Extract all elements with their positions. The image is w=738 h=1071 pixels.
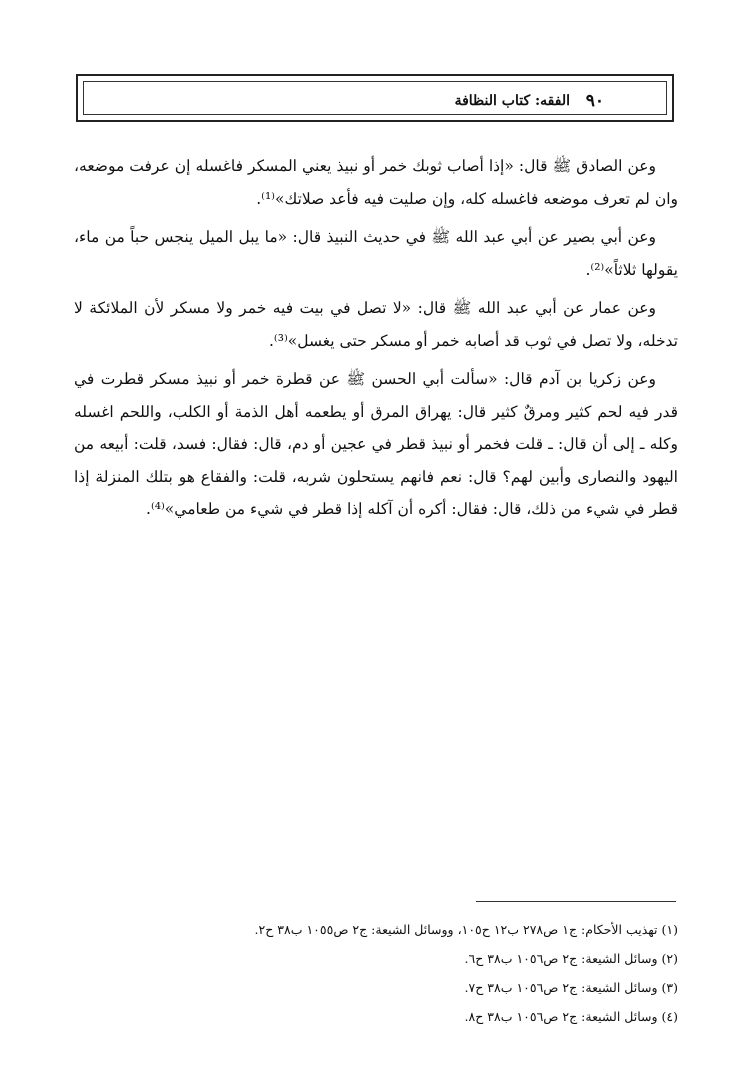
- footnote: (١) تهذيب الأحكام: ج١ ص٢٧٨ ب١٢ ح١٠٥، ووسائل الشيعة: ج٢ ص١٠٥٥ ب٣٨ ح٢.: [254, 922, 678, 937]
- footnote-separator: [476, 901, 676, 902]
- paragraph: وعن زكريا بن آدم قال: «سألت أبي الحسن ﷺ عن قطرة خمر أو نبيذ مسكر قطرت في قدر فيه لحم كثير ومرقٌ كثير قال: يهراق المرق أو يطعمه أهل الذمة أو الكلب، واللحم اغسله وكله ـ إلى أن قال: ـ قلت فخمر أو نبيذ قطر في عجين أو دم، قال: فقال: فسد، قلت: أبيعه من اليهود والنصارى وأبين لهم؟ قال: نعم فانهم يستحلون شربه، قلت: والفقاع هو بتلك المنزلة إذا قطر في شيء من ذلك، قال: فقال: أكره أن آكله إذا قطر في شيء من طعامي»⁽⁴⁾.: [74, 370, 678, 518]
- header-inner-frame: [83, 81, 667, 115]
- page-number: ٩٠: [585, 91, 604, 111]
- footnote: (٢) وسائل الشيعة: ج٢ ص١٠٥٦ ب٣٨ ح٦.: [464, 951, 678, 966]
- paragraph: وعن أبي بصير عن أبي عبد الله ﷺ في حديث النبيذ قال: «ما يبل الميل ينجس حباً من ماء، يقولها ثلاثاً»⁽²⁾.: [74, 228, 678, 279]
- footnote: (٣) وسائل الشيعة: ج٢ ص١٠٥٦ ب٣٨ ح٧.: [464, 980, 678, 995]
- running-header: [76, 74, 674, 122]
- footnote: (٤) وسائل الشيعة: ج٢ ص١٠٥٦ ب٣٨ ح٨.: [464, 1009, 678, 1024]
- footnotes: [74, 915, 678, 1031]
- paragraph: وعن عمار عن أبي عبد الله ﷺ قال: «لا تصل في بيت فيه خمر ولا مسكر لأن الملائكة لا تدخله، ولا تصل في ثوب قد أصابه خمر أو مسكر حتى يغسل»⁽³⁾.: [74, 299, 678, 350]
- chapter-title: الفقه: كتاب النظافة: [454, 93, 570, 109]
- main-text: [74, 150, 678, 532]
- paragraph: وعن الصادق ﷺ قال: «إذا أصاب ثوبك خمر أو نبيذ يعني المسكر فاغسله إن عرفت موضعه، وان لم تعرف موضعه فاغسله كله، وإن صليت فيه فأعد صلاتك»⁽¹⁾.: [74, 157, 678, 208]
